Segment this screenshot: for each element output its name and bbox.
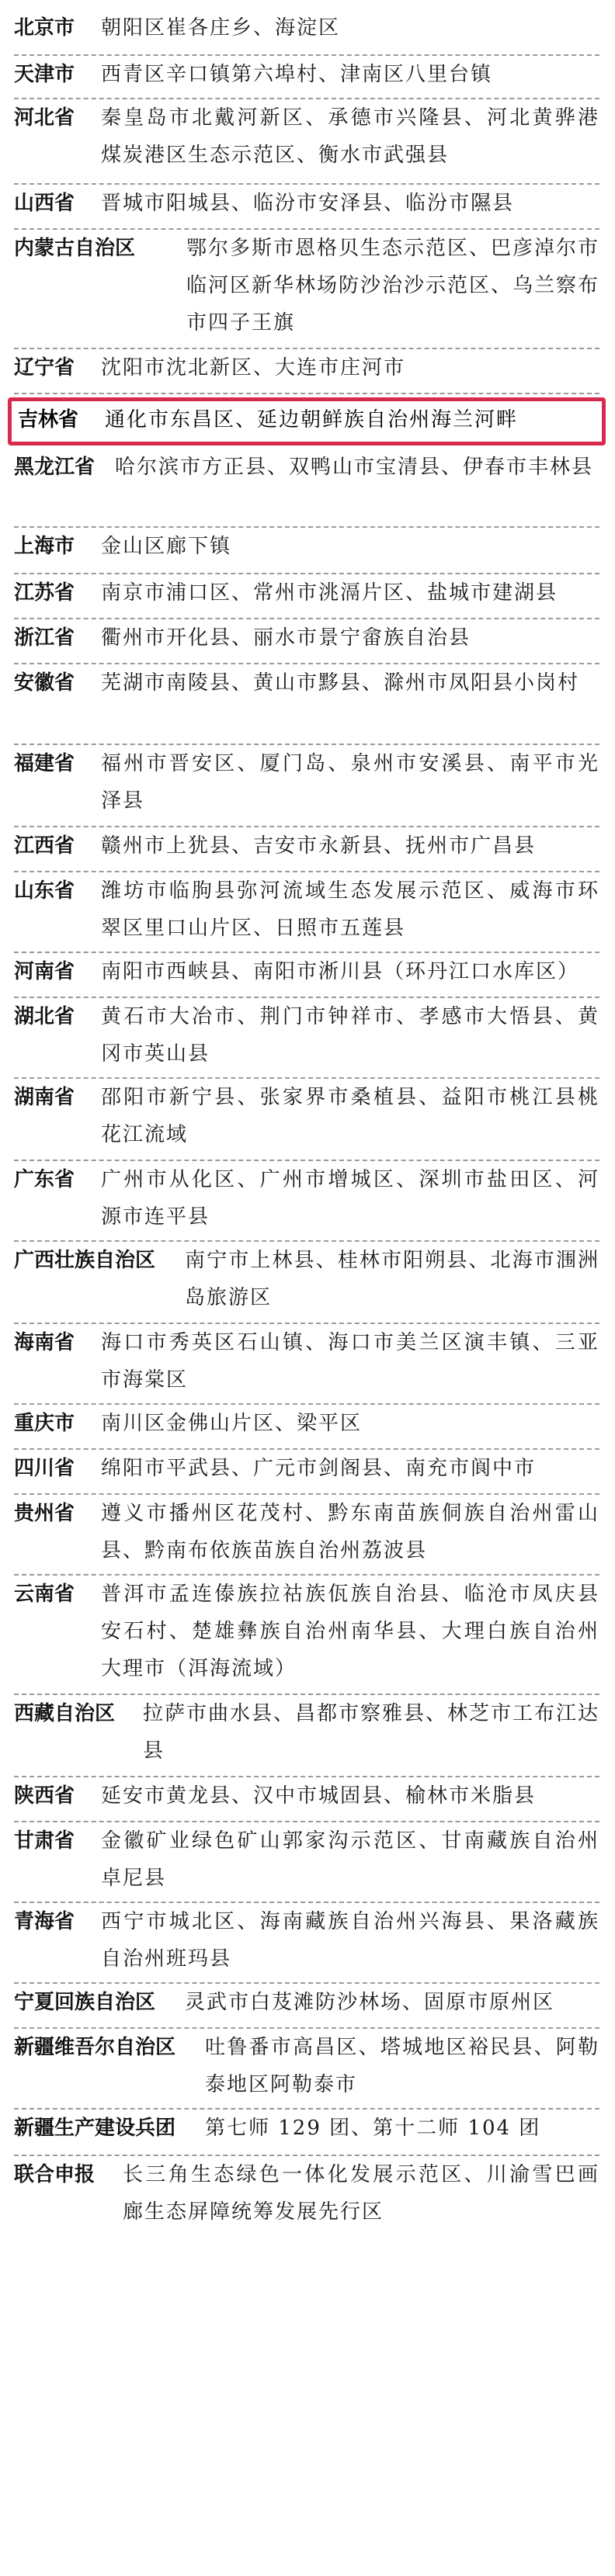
region-row-yunnan — [14, 1576, 599, 1695]
region-places: 拉萨市曲水县、昌都市察雅县、林芝市工布江达县 — [143, 1702, 600, 1763]
region-places: 金山区廊下镇 — [101, 535, 232, 558]
region-name: 海南省 — [14, 1331, 75, 1354]
region-places: 邵阳市新宁县、张家界市桑植县、益阳市桃江县桃花江流域 — [101, 1086, 599, 1146]
region-name: 联合申报 — [14, 2163, 96, 2186]
region-name: 江苏省 — [14, 581, 75, 605]
region-places: 金徽矿业绿色矿山郭家沟示范区、甘南藏族自治州卓尼县 — [101, 1829, 599, 1890]
region-places: 秦皇岛市北戴河新区、承德市兴隆县、河北黄骅港煤炭港区生态示范区、衡水市武强县 — [101, 106, 599, 167]
region-places: 福州市晋安区、厦门岛、泉州市安溪县、南平市光泽县 — [101, 752, 599, 813]
region-name: 广西壮族自治区 — [14, 1249, 156, 1272]
region-places: 赣州市上犹县、吉安市永新县、抚州市广昌县 — [101, 834, 537, 858]
region-name: 湖南省 — [14, 1086, 75, 1109]
region-places: 芜湖市南陵县、黄山市黟县、滁州市凤阳县小岗村 — [101, 671, 580, 695]
region-places: 黄石市大冶市、荆门市钟祥市、孝感市大悟县、黄冈市英山县 — [101, 1005, 599, 1066]
region-row-heilongjiang — [14, 449, 599, 528]
region-row-shandong — [14, 872, 599, 953]
region-row-joint — [14, 2156, 599, 2235]
region-name: 上海市 — [14, 535, 75, 558]
region-places: 绵阳市平武县、广元市剑阁县、南充市阆中市 — [101, 1457, 537, 1480]
region-row-bingtuan — [14, 2110, 599, 2156]
region-row-anhui — [14, 664, 599, 745]
region-places: 通化市东昌区、延边朝鲜族自治州海兰河畔 — [105, 408, 519, 432]
region-row-hunan — [14, 1079, 599, 1161]
region-row-guizhou — [14, 1495, 599, 1576]
region-row-shaanxi — [14, 1777, 599, 1822]
region-name: 福建省 — [14, 752, 75, 775]
region-name: 黑龙江省 — [14, 456, 96, 479]
region-row-sichuan — [14, 1450, 599, 1495]
region-places: 灵武市白芨滩防沙林场、固原市原州区 — [185, 1991, 555, 2014]
region-places: 哈尔滨市方正县、双鸭山市宝清县、伊春市丰林县 — [115, 456, 594, 479]
region-row-zhejiang — [14, 619, 599, 664]
region-name: 宁夏回族自治区 — [14, 1991, 156, 2014]
region-name: 安徽省 — [14, 671, 75, 695]
region-row-beijing — [14, 0, 599, 56]
region-places: 衢州市开化县、丽水市景宁畲族自治县 — [101, 626, 471, 650]
region-places: 潍坊市临朐县弥河流域生态发展示范区、威海市环翠区里口山片区、日照市五莲县 — [101, 879, 599, 940]
region-name: 重庆市 — [14, 1412, 75, 1435]
region-row-chongqing — [14, 1405, 599, 1450]
region-places: 沈阳市沈北新区、大连市庄河市 — [101, 356, 406, 380]
region-row-tianjin — [14, 56, 599, 99]
region-row-qinghai — [14, 1903, 599, 1984]
region-name: 辽宁省 — [14, 356, 75, 380]
region-row-hubei — [14, 998, 599, 1079]
region-row-fujian — [14, 745, 599, 827]
region-row-jiangxi — [14, 827, 599, 872]
region-row-hebei — [14, 99, 599, 185]
region-row-gansu — [14, 1822, 599, 1903]
region-places: 长三角生态绿色一体化发展示范区、川渝雪巴画廊生态屏障统筹发展先行区 — [123, 2163, 599, 2224]
region-name: 贵州省 — [14, 1502, 75, 1525]
region-row-hainan — [14, 1324, 599, 1405]
region-name: 广东省 — [14, 1168, 75, 1191]
region-name: 西藏自治区 — [14, 1702, 116, 1725]
region-name: 山东省 — [14, 879, 75, 903]
region-row-liaoning — [14, 349, 599, 394]
region-name: 河南省 — [14, 960, 75, 983]
region-row-jilin-highlighted — [8, 397, 606, 446]
region-places: 朝阳区崔各庄乡、海淀区 — [101, 16, 341, 40]
region-places: 南川区金佛山片区、梁平区 — [101, 1412, 363, 1435]
region-row-xinjiang — [14, 2029, 599, 2110]
region-row-xizang — [14, 1695, 599, 1777]
region-places: 西宁市城北区、海南藏族自治州兴海县、果洛藏族自治州班玛县 — [101, 1910, 599, 1971]
region-places: 广州市从化区、广州市增城区、深圳市盐田区、河源市连平县 — [101, 1168, 599, 1229]
region-row-neimenggu — [14, 230, 599, 349]
region-name: 北京市 — [14, 16, 75, 40]
region-name: 吉林省 — [18, 408, 79, 432]
region-places: 西青区辛口镇第六埠村、津南区八里台镇 — [101, 63, 493, 86]
region-name: 山西省 — [14, 192, 75, 215]
region-name: 浙江省 — [14, 626, 75, 650]
region-row-guangdong — [14, 1161, 599, 1242]
region-name: 天津市 — [14, 63, 75, 86]
region-places: 吐鲁番市高昌区、塔城地区裕民县、阿勒泰地区阿勒泰市 — [205, 2036, 599, 2096]
region-places: 鄂尔多斯市恩格贝生态示范区、巴彦淖尔市临河区新华林场防沙治沙示范区、乌兰察布市四子王旗 — [186, 237, 600, 335]
region-name: 新疆维吾尔自治区 — [14, 2036, 176, 2059]
region-places: 遵义市播州区花茂村、黔东南苗族侗族自治州雷山县、黔南布依族苗族自治州荔波县 — [101, 1502, 599, 1562]
region-row-henan — [14, 953, 599, 998]
region-name: 内蒙古自治区 — [14, 237, 136, 260]
region-name: 江西省 — [14, 834, 75, 858]
region-row-jiangsu — [14, 574, 599, 619]
region-places: 海口市秀英区石山镇、海口市美兰区演丰镇、三亚市海棠区 — [101, 1331, 599, 1392]
region-row-shanxi — [14, 185, 599, 230]
region-places: 普洱市孟连傣族拉祜族佤族自治县、临沧市凤庆县安石村、楚雄彝族自治州南华县、大理白族自治州大理市（洱海流域） — [101, 1583, 599, 1680]
region-row-guangxi — [14, 1242, 599, 1324]
region-name: 河北省 — [14, 106, 75, 130]
region-places: 南京市浦口区、常州市洮滆片区、盐城市建湖县 — [101, 581, 558, 605]
region-places: 第七师 129 团、第十二师 104 团 — [205, 2117, 541, 2140]
region-row-shanghai — [14, 528, 599, 574]
region-row-ningxia — [14, 1984, 599, 2029]
region-places: 晋城市阳城县、临汾市安泽县、临汾市隰县 — [101, 192, 515, 215]
region-name: 青海省 — [14, 1910, 75, 1933]
region-places: 南阳市西峡县、南阳市淅川县（环丹江口水库区） — [101, 960, 580, 983]
region-name: 云南省 — [14, 1583, 75, 1606]
region-name: 甘肃省 — [14, 1829, 75, 1853]
region-places: 南宁市上林县、桂林市阳朔县、北海市涠洲岛旅游区 — [185, 1249, 599, 1309]
region-name: 陕西省 — [14, 1784, 75, 1808]
region-name: 新疆生产建设兵团 — [14, 2117, 176, 2140]
region-name: 湖北省 — [14, 1005, 75, 1028]
region-places: 延安市黄龙县、汉中市城固县、榆林市米脂县 — [101, 1784, 537, 1808]
region-name: 四川省 — [14, 1457, 75, 1480]
